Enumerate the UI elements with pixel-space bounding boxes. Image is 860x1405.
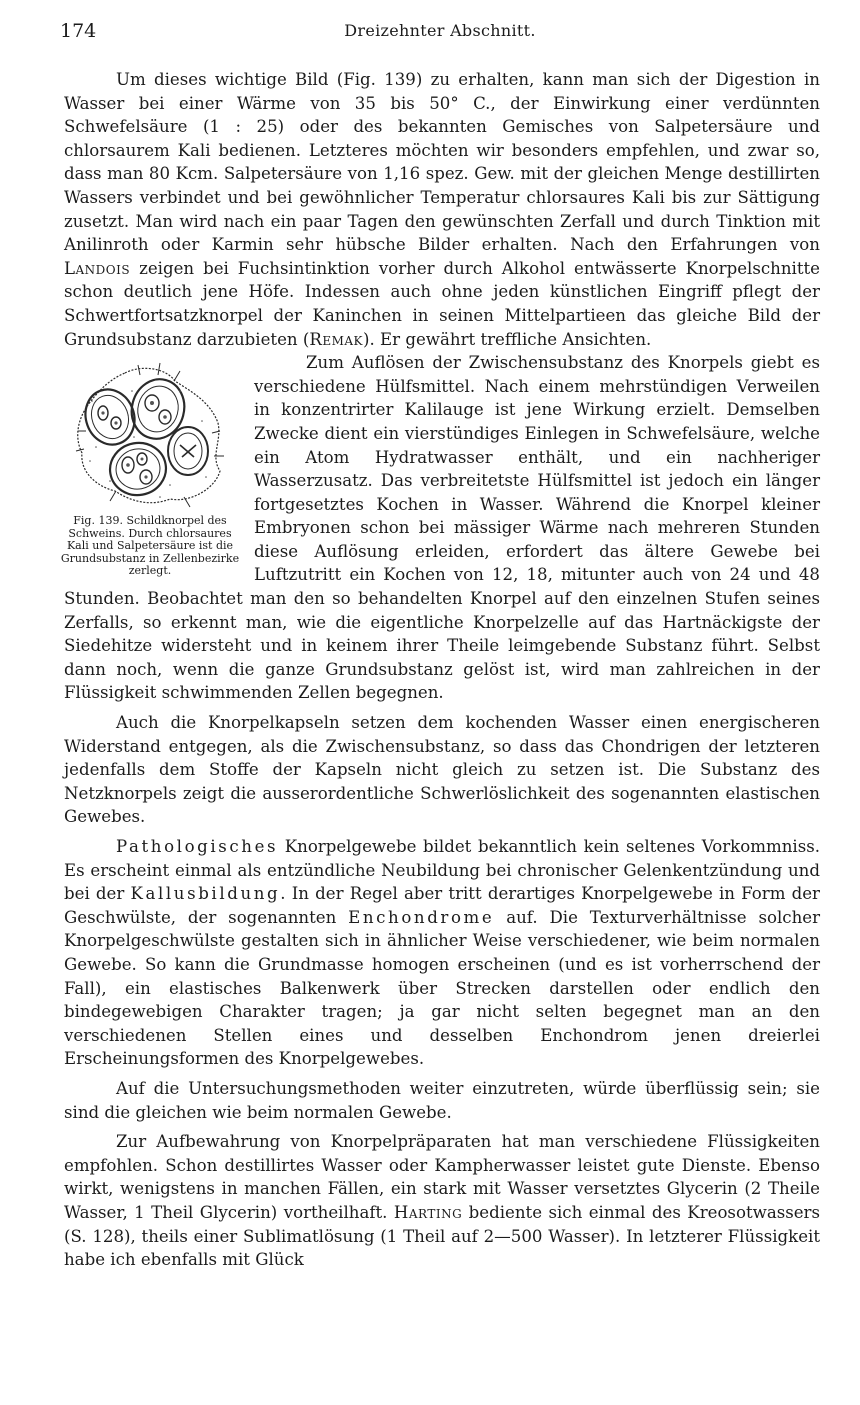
paragraph-1-text-c: ). Er gewährt treffliche Ansichten. [363, 329, 652, 349]
author-name-landois: Landois [64, 258, 131, 278]
author-name-harting: Harting [393, 1202, 463, 1222]
paragraph-4 [64, 835, 820, 1071]
term-kallusbildung: Kallusbildung [130, 884, 281, 904]
page-header [60, 20, 820, 48]
term-enchondrome: Enchondrome [348, 907, 495, 927]
paragraph-6-text-b: bediente sich einmal des Kreosotwassers (S. 128), theils einer Sublimatlösung (1 Theil auf 2—500 Wasser). In letzterer Flüssigkeit habe ich ebenfalls mit Glück [64, 1202, 821, 1270]
term-pathologisches: Pathologisches [116, 837, 279, 856]
paragraph-4-text-a: Knorpelgewebe bildet bekanntlich kein seltenes Vorkommniss. Es erscheint einmal als entzündliche Neubildung bei chronischer Gelenkentzündung und bei der [64, 837, 820, 904]
paragraph-1 [64, 68, 820, 351]
paragraph-6-text-a: Zur Aufbewahrung von Knorpelpräparaten hat man verschiedene Flüssigkeiten empfohlen. Schon destillirtes Wasser oder Kampherwasser leistet gute Dienste. Ebenso wirkt, wenigstens in manchen Fällen, ein stark mit Wasser versetztes Glycerin (2 Theile Wasser, 1 Theil Glycerin) vortheilhaft. [64, 1132, 820, 1222]
paragraph-2: Zum Auflösen der Zwischensubstanz des Knorpels giebt es verschiedene Hülfsmittel. Nach einem mehrstündigen Verweilen in konzentrirter Kalilauge ist jene Wirkung erzielt. Demselben Zwecke dient ein vierstündiges Einlegen in Schwefelsäure, welche ein Atom Hydratwasser enthält, und ein nachheriger Wasserzusatz. Das verbreitetste Hülfsmittel ist jedoch ein länger fortgesetztes Kochen in Wasser. Während die Knorpel kleiner Embryonen schon bei mässiger Wärme nach mehreren Stunden diese Auflösung erleiden, erfordert das ältere Gewebe bei Luftzutritt ein Kochen von 12, 18, mitunter auch von 24 und 48 Stunden. Beobachtet man den so behandelten Knorpel auf den einzelnen Stufen seines Zerfalls, so erkennt man, wie die eigentliche Knorpelzelle auf das Hartnäckigste der Siedehitze widersteht und in keinem ihrer Theile leimgebende Substanz führt. Selbst dann noch, wenn die ganze Grundsubstanz gelöst ist, wird man zahlreichen in der Flüssigkeit schwimmenden Zellen begegnen. [64, 353, 820, 703]
figure-caption: Fig. 139. Schildknorpel des Schweins. Durch chlorsaures Kali und Salpetersäure ist die Grundsubstanz in Zellenbezirke zerlegt. [60, 514, 240, 578]
page-number: 174 [60, 20, 97, 42]
cartilage-cells-illustration-icon [70, 361, 230, 511]
paragraph-6 [64, 1130, 820, 1272]
running-title: Dreizehnter Abschnitt. [344, 21, 536, 40]
body-text [60, 68, 821, 1278]
paragraph-4-text-c: auf. Die Texturverhältnisse solcher Knorpelgeschwülste gestalten sich in ähnlicher Weise verschiedener, wie beim normalen Gewebe. So kann die Grundmasse homogen erscheinen (und es ist vorherrschend der Fall), ein elastisches Balkenwerk über Strecken darstellen oder endlich den bindegewebigen Charakter tragen; ja gar nicht selten begegnet man an den verschiedenen Stellen eines und desselben Enchondrom jenen dreierlei Erscheinungsformen des Knorpelgewebes. [64, 907, 821, 1069]
paragraph-4-text-b: . In der Regel aber tritt derartiges Knorpelgewebe in Form der Geschwülste, der sogenannten [64, 884, 820, 927]
paragraph-3: Auch die Knorpelkapseln setzen dem kochenden Wasser einen energischeren Widerstand entgegen, als die Zwischensubstanz, so dass das Chondrigen der letzteren jedenfalls dem Stoffe der Kapseln nicht gleich zu setzen ist. Die Substanz des Netzknorpels zeigt die ausserordentliche Schwerlöslichkeit des sogenannten elastischen Gewebes. [64, 713, 820, 827]
paragraph-5: Auf die Untersuchungsmethoden weiter einzutreten, würde überflüssig sein; sie sind die gleichen wie beim normalen Gewebe. [64, 1078, 820, 1122]
paragraph-1-text: Um dieses wichtige Bild (Fig. 139) zu erhalten, kann man sich der Digestion in Wasser bei einer Wärme von 35 bis 50° C., der Einwirkung einer verdünnten Schwefelsäure (1 : 25) oder des bekannten Gemisches von Salpetersäure und chlorsaurem Kali bedienen. Letzteres möchten wir besonders empfehlen, und zwar so, dass man 80 Kcm. Salpetersäure von 1,16 spez. Gew. mit der gleichen Menge destillirten Wassers verbindet und bei gewöhnlicher Temperatur chlorsaures Kali bis zur Sättigung zusetzt. Man wird nach ein paar Tagen den gewünschten Zerfall und durch Tinktion mit Anilinroth oder Karmin sehr hübsche Bilder erhalten. Nach den Erfahrungen von [64, 70, 820, 255]
paragraph-1-text-b: zeigen bei Fuchsintinktion vorher durch Alkohol entwässerte Knorpelschnitte schon deutlich jene Höfe. Indessen auch ohne jeden künstlichen Eingriff pflegt der Schwertfortsatzknorpel der Kaninchen in seinen Mittelpartieen das gleiche Bild der Grundsubstanz darzubieten ( [64, 258, 820, 349]
figure-139 [60, 355, 240, 578]
author-name-remak: Remak [309, 329, 364, 349]
